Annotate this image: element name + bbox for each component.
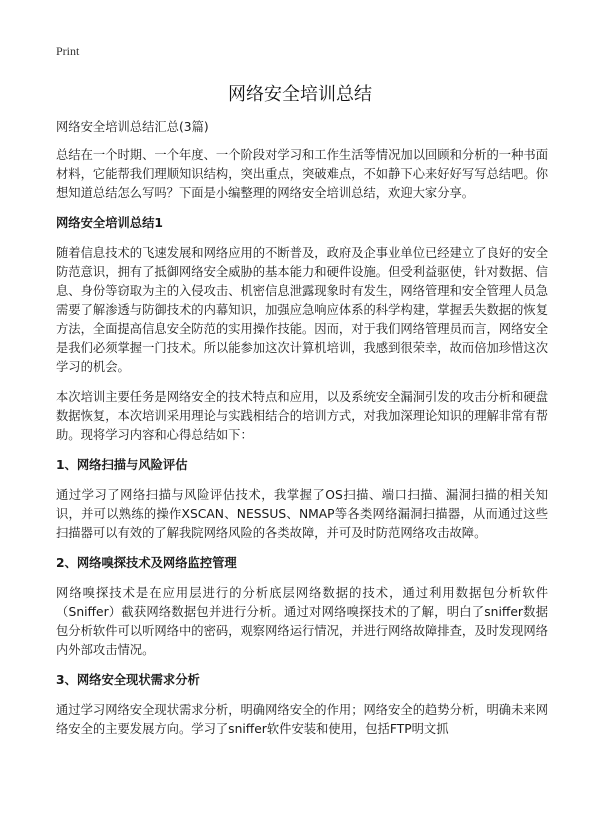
body-paragraph: 随着信息技术的飞速发展和网络应用的不断普及，政府及企事业单位已经建立了良好的安全防范意识，拥有了抵御网络安全威胁的基本能力和硬件设施。但受利益驱使，针对数据、信息、身份等窃取为主的入侵攻击、机密信息泄露现象时有发生，网络管理和安全管理人员急需要了解渗透与防御技术的内幕知识，加强应急响应体系的科学构建，掌握丢失数据的恢复方法，全面提高信息安全防范的实用操作技能。因而，对于我们网络管理员而言，网络安全是我们必须掌握一门技术。所以能参加这次计算机培训，我感到很荣幸，故而倍加珍惜这次学习的机会。 [56, 246, 548, 374]
subsection-heading: 3、网络安全现状需求分析 [56, 673, 200, 687]
document-title: 网络安全培训总结 [228, 84, 372, 105]
subsection-heading: 2、网络嗅探技术及网络监控管理 [56, 556, 237, 570]
body-paragraph: 网络嗅探技术是在应用层进行的分析底层网络数据的技术，通过利用数据包分析软件（Sniffer）截获网络数据包并进行分析。通过对网络嗅探技术的了解，明白了sniffer数据包分析软件可以听网络中的密码，观察网络运行情况，并进行网络故障排查，及时发现网络内外部攻击情况。 [56, 586, 548, 657]
intro-paragraph: 总结在一个时期、一个年度、一个阶段对学习和工作生活等情况加以回顾和分析的一种书面材料，它能帮我们理顺知识结构，突出重点，突破难点，不如静下心来好好写写总结吧。你想知道总结怎么写吗？下面是小编整理的网络安全培训总结，欢迎大家分享。 [56, 148, 548, 200]
document-subtitle: 网络安全培训总结汇总(3篇) [56, 120, 209, 134]
section-heading: 网络安全培训总结1 [56, 216, 163, 230]
body-paragraph: 通过学习网络安全现状需求分析，明确网络安全的作用；网络安全的趋势分析，明确未来网络安全的主要发展方向。学习了sniffer软件安装和使用，包括FTP明文抓 [56, 703, 548, 736]
print-label: Print [56, 44, 80, 58]
subsection-heading: 1、网络扫描与风险评估 [56, 458, 188, 472]
document-body [56, 118, 548, 750]
body-paragraph: 本次培训主要任务是网络安全的技术特点和应用，以及系统安全漏洞引发的攻击分析和硬盘数据恢复，本次培训采用理论与实践相结合的培训方式，对我加深理论知识的理解非常有帮助。现将学习内容和心得总结如下： [56, 390, 548, 442]
body-paragraph: 通过学习了网络扫描与风险评估技术，我掌握了OS扫描、端口扫描、漏洞扫描的相关知识，并可以熟练的操作XSCAN、NESSUS、NMAP等各类网络漏洞扫描器，从而通过这些扫描器可以有效的了解我院网络风险的各类故障，并可及时防范网络攻击故障。 [56, 488, 548, 540]
